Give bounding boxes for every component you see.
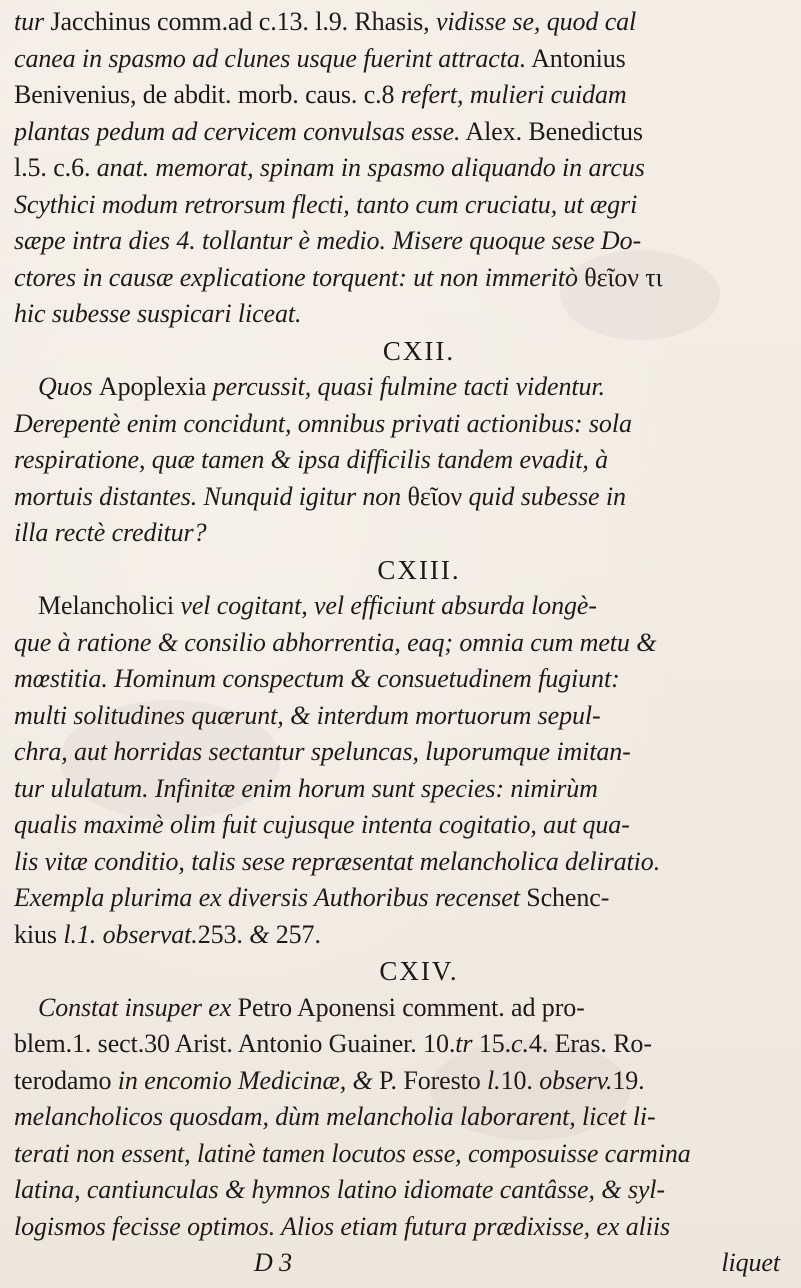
text-line [14, 114, 794, 151]
italic-text-segment: mortuis distantes. Nunquid igitur non [14, 481, 408, 511]
text-line [14, 771, 794, 808]
italic-text-segment: respiratione, quæ tamen & ipsa difficilis tandem evadit, à [14, 445, 609, 474]
text-line [14, 4, 794, 41]
text-line [14, 1172, 794, 1209]
italic-text-segment: tur ululatum. Infinitæ enim horum sunt species: nimirùm [14, 773, 598, 803]
text-line [14, 698, 794, 735]
text-line [14, 807, 794, 844]
text-line [14, 369, 794, 406]
italic-text-segment: vel cogitant, vel efficiunt absurda longè- [180, 591, 597, 620]
roman-text-segment: θεῖον [407, 481, 463, 511]
section-number [14, 333, 794, 370]
roman-text-segment: Petro Aponensi comment. ad pro- [237, 992, 585, 1022]
roman-text-segment: 257. [269, 919, 321, 949]
section-number [14, 953, 794, 990]
italic-text-segment: canea in spasmo ad clunes usque fuerint attracta. [14, 43, 527, 73]
italic-text-segment: Derepentè enim concidunt, omnibus privati actionibus: sola [14, 408, 632, 438]
roman-text-segment: Schenc- [526, 883, 610, 912]
roman-text-segment: Apoplexia [98, 372, 213, 401]
text-line [14, 223, 794, 260]
roman-text-segment: terodamo [14, 1065, 118, 1095]
italic-text-segment: ctores in causæ explicatione torquent: ut non immeritò [14, 262, 585, 292]
roman-text-segment: blem.1. sect.30 Arist. Antonio Guainer. 10. [14, 1029, 456, 1058]
italic-text-segment: quid subesse in [462, 481, 626, 511]
section-number [14, 552, 794, 589]
italic-text-segment: que à ratione & consilio abhorrentia, eaq; omnia cum metu & [14, 627, 657, 657]
italic-text-segment: latina, cantiunculas & hymnos latino idiomate cantâsse, & syl- [14, 1175, 665, 1204]
italic-text-segment: c. [511, 1029, 529, 1058]
italic-text-segment: vidisse se, quod cal [435, 7, 637, 36]
text-line [14, 296, 794, 333]
italic-text-segment: refert, mulieri cuidam [400, 80, 627, 109]
roman-text-segment: Melancholici [38, 591, 181, 620]
italic-text-segment: anat. memorat, spinam in spasmo aliquando in arcus [96, 153, 645, 182]
text-line [14, 41, 794, 78]
italic-text-segment: plantas pedum ad cervicem convulsas esse. [14, 116, 461, 146]
italic-text-segment: mœstitia. Hominum conspectum & consuetudinem fugiunt: [14, 664, 620, 693]
roman-text-segment: CXIV. [379, 956, 459, 986]
text-line [14, 1026, 794, 1063]
roman-text-segment: Benivenius, de abdit. morb. caus. c.8 [14, 80, 401, 109]
text-line [14, 588, 794, 625]
text-line [14, 844, 794, 881]
italic-text-segment: Quos [38, 372, 99, 401]
italic-text-segment: melancholicos quosdam, dùm melancholia laborarent, licet li- [14, 1102, 656, 1131]
italic-text-segment: & [249, 919, 270, 949]
roman-text-segment: Antonius [526, 43, 626, 73]
roman-text-segment: 253. [197, 919, 250, 949]
roman-text-segment: kius [14, 919, 64, 949]
italic-text-segment: in encomio Medicinæ, & [117, 1065, 373, 1095]
text-line [14, 1099, 794, 1136]
text-line [14, 442, 794, 479]
italic-text-segment: tur [14, 7, 51, 36]
italic-text-segment: terati non essent, latinè tamen locutos esse, composuisse carmina [14, 1138, 691, 1168]
italic-text-segment: multi solitudines quærunt, & interdum mortuorum sepul- [14, 700, 601, 730]
roman-text-segment: Alex. Benedictus [460, 116, 643, 146]
italic-text-segment: observ. [539, 1065, 613, 1095]
catchword: liquet [721, 1248, 780, 1277]
roman-text-segment: Jacchinus comm.ad c.13. l.9. Rhasis, [50, 7, 436, 36]
text-line [14, 990, 794, 1027]
roman-text-segment: CXIII. [377, 554, 461, 585]
text-line [14, 661, 794, 698]
signature-mark: D 3 [254, 1248, 292, 1277]
italic-text-segment: Constat insuper ex [38, 992, 238, 1022]
italic-text-segment: l.1. observat. [63, 919, 198, 949]
italic-text-segment: l. [487, 1065, 501, 1095]
roman-text-segment: 10. [500, 1065, 540, 1095]
italic-text-segment: illa rectè creditur? [14, 518, 207, 547]
roman-text-segment: 15. [472, 1029, 512, 1058]
text-line [14, 734, 794, 771]
italic-text-segment: Exempla plurima ex diversis Authoribus recenset [14, 883, 527, 912]
text-line [14, 187, 794, 224]
text-line [14, 150, 794, 187]
roman-text-segment: 4. Eras. Ro- [528, 1029, 652, 1058]
text-line [14, 625, 794, 662]
italic-text-segment: sæpe intra dies 4. tollantur è medio. Misere quoque sese Do- [14, 226, 642, 255]
text-line [14, 917, 794, 954]
text-line [14, 406, 794, 443]
roman-text-segment: CXII. [382, 335, 456, 366]
text-line [14, 1136, 794, 1173]
text-line [14, 479, 794, 516]
page-text [14, 4, 794, 1282]
text-line [14, 1209, 794, 1246]
text-line [14, 77, 794, 114]
italic-text-segment: chra, aut horridas sectantur speluncas, luporumque imitan- [14, 737, 631, 766]
italic-text-segment: qualis maximè olim fuit cujusque intenta cogitatio, aut qua- [14, 810, 630, 839]
italic-text-segment: Scythici modum retrorsum flecti, tanto cum cruciatu, ut ægri [14, 189, 638, 219]
roman-text-segment: θεῖον τι [584, 262, 663, 292]
text-line [14, 880, 794, 917]
italic-text-segment: lis vitæ conditio, talis sese repræsentat melancholica deliratio. [14, 846, 661, 876]
text-line [14, 260, 794, 297]
italic-text-segment: percussit, quasi fulmine tacti videntur. [212, 372, 605, 401]
italic-text-segment: tr [455, 1029, 473, 1058]
page-footer [14, 1245, 794, 1282]
text-line [14, 1063, 794, 1100]
italic-text-segment: hic subesse suspicari liceat. [14, 299, 302, 328]
roman-text-segment: P. Foresto [372, 1065, 488, 1095]
roman-text-segment: l.5. c.6. [14, 153, 97, 182]
italic-text-segment: logismos fecisse optimos. Alios etiam futura prædixisse, ex aliis [14, 1211, 671, 1241]
text-line [14, 515, 794, 552]
roman-text-segment: 19. [612, 1065, 645, 1095]
